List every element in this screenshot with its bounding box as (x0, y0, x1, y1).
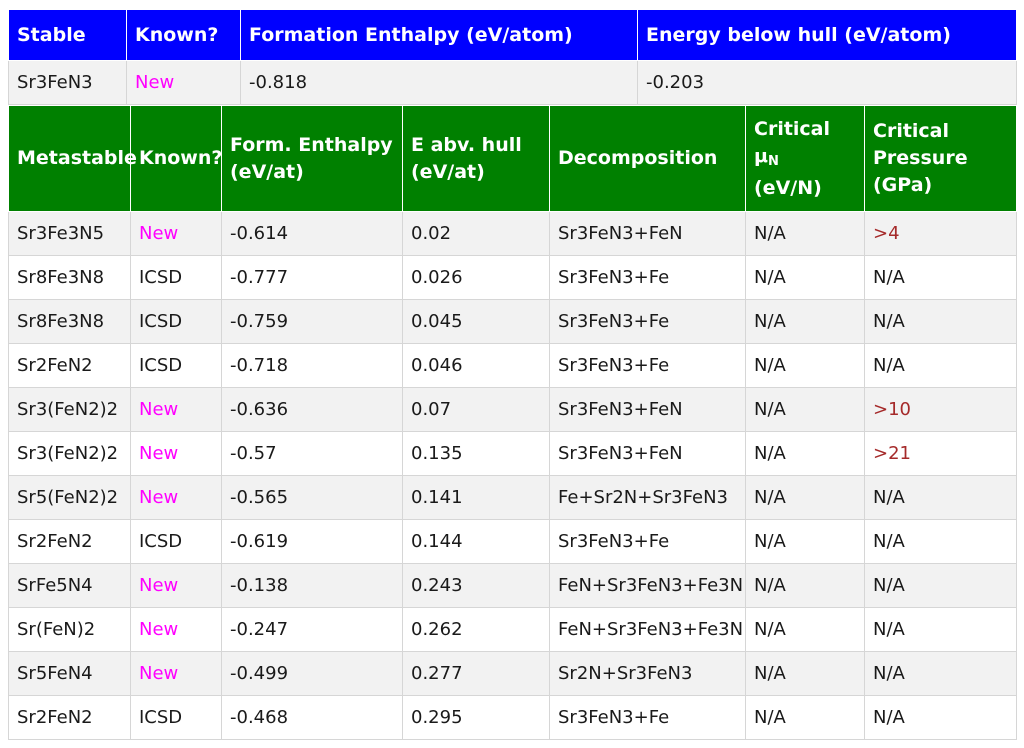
metastable-header-hull (403, 106, 550, 212)
metastable-header-decomposition: Decomposition (550, 106, 746, 212)
formula-cell: Sr8Fe3N8 (9, 256, 131, 300)
stable-header-known: Known? (127, 10, 241, 61)
pressure-cell: N/A (865, 476, 1017, 520)
pressure-header-line3: (GPa) (873, 174, 933, 196)
known-cell: New (131, 476, 222, 520)
formula-cell: Sr(FeN)2 (9, 608, 131, 652)
hull-cell: 0.135 (403, 432, 550, 476)
enthalpy-cell: -0.718 (222, 344, 403, 388)
decomposition-cell: FeN+Sr3FeN3+Fe3N (550, 608, 746, 652)
decomposition-cell: FeN+Sr3FeN3+Fe3N (550, 564, 746, 608)
known-cell: ICSD (131, 520, 222, 564)
table-row (9, 388, 1017, 432)
enthalpy-cell: -0.777 (222, 256, 403, 300)
enthalpy-cell: -0.499 (222, 652, 403, 696)
enthalpy-cell: -0.247 (222, 608, 403, 652)
metastable-header-formula: Metastable (9, 106, 131, 212)
stable-enthalpy: -0.818 (241, 61, 638, 105)
formula-cell: Sr3(FeN2)2 (9, 388, 131, 432)
known-cell: New (131, 212, 222, 256)
pressure-cell: N/A (865, 520, 1017, 564)
stable-hull: -0.203 (638, 61, 1017, 105)
pressure-cell: N/A (865, 608, 1017, 652)
metastable-body (9, 212, 1017, 740)
table-row (9, 212, 1017, 256)
pressure-cell: N/A (865, 564, 1017, 608)
pressure-header-line2: Pressure (873, 147, 968, 169)
metastable-header-pressure (865, 106, 1017, 212)
table-row (9, 432, 1017, 476)
known-cell: New (131, 652, 222, 696)
hull-header-line1: E abv. hull (411, 133, 522, 156)
decomposition-cell: Sr3FeN3+FeN (550, 388, 746, 432)
enthalpy-cell: -0.57 (222, 432, 403, 476)
pressure-cell: N/A (865, 256, 1017, 300)
formula-cell: Sr3(FeN2)2 (9, 432, 131, 476)
table-row (9, 256, 1017, 300)
hull-cell: 0.046 (403, 344, 550, 388)
mu-cell: N/A (746, 212, 865, 256)
formula-cell: Sr2FeN2 (9, 344, 131, 388)
formula-cell: Sr5FeN4 (9, 652, 131, 696)
stable-header-stable: Stable (9, 10, 127, 61)
known-cell: ICSD (131, 300, 222, 344)
hull-cell: 0.026 (403, 256, 550, 300)
pressure-header-line1: Critical (873, 120, 950, 142)
table-row (9, 608, 1017, 652)
table-row (9, 696, 1017, 740)
table-row (9, 300, 1017, 344)
decomposition-cell: Sr2N+Sr3FeN3 (550, 652, 746, 696)
enthalpy-header-line2: (eV/at) (230, 160, 304, 183)
hull-cell: 0.144 (403, 520, 550, 564)
stable-table (8, 9, 1017, 105)
mu-cell: N/A (746, 476, 865, 520)
decomposition-cell: Sr3FeN3+Fe (550, 256, 746, 300)
mu-header-line2: (eV/N) (754, 176, 822, 199)
decomposition-cell: Sr3FeN3+Fe (550, 696, 746, 740)
pressure-cell: N/A (865, 652, 1017, 696)
pressure-cell: >10 (865, 388, 1017, 432)
metastable-header-known: Known? (131, 106, 222, 212)
known-cell: ICSD (131, 696, 222, 740)
hull-cell: 0.07 (403, 388, 550, 432)
metastable-header-mu (746, 106, 865, 212)
pressure-cell: N/A (865, 300, 1017, 344)
pressure-cell: N/A (865, 696, 1017, 740)
known-cell: ICSD (131, 256, 222, 300)
pressure-cell: >4 (865, 212, 1017, 256)
enthalpy-cell: -0.468 (222, 696, 403, 740)
known-cell: ICSD (131, 344, 222, 388)
mu-cell: N/A (746, 652, 865, 696)
enthalpy-header-line1: Form. Enthalpy (230, 133, 393, 156)
table-row (9, 476, 1017, 520)
enthalpy-cell: -0.565 (222, 476, 403, 520)
decomposition-cell: Sr3FeN3+FeN (550, 212, 746, 256)
known-cell: New (131, 564, 222, 608)
hull-cell: 0.045 (403, 300, 550, 344)
pressure-cell: >21 (865, 432, 1017, 476)
decomposition-cell: Sr3FeN3+Fe (550, 520, 746, 564)
enthalpy-cell: -0.138 (222, 564, 403, 608)
stable-row (9, 61, 1017, 105)
hull-cell: 0.02 (403, 212, 550, 256)
decomposition-cell: Sr3FeN3+Fe (550, 300, 746, 344)
enthalpy-cell: -0.636 (222, 388, 403, 432)
formula-cell: Sr2FeN2 (9, 696, 131, 740)
known-cell: New (131, 388, 222, 432)
stable-formula: Sr3FeN3 (9, 61, 127, 105)
table-row (9, 520, 1017, 564)
mu-cell: N/A (746, 344, 865, 388)
formula-cell: Sr8Fe3N8 (9, 300, 131, 344)
formula-cell: Sr2FeN2 (9, 520, 131, 564)
mu-cell: N/A (746, 608, 865, 652)
mu-cell: N/A (746, 256, 865, 300)
stable-header-enthalpy: Formation Enthalpy (eV/atom) (241, 10, 638, 61)
stable-known: New (127, 61, 241, 105)
stable-header-hull: Energy below hull (eV/atom) (638, 10, 1017, 61)
hull-cell: 0.295 (403, 696, 550, 740)
mu-cell: N/A (746, 432, 865, 476)
hull-cell: 0.277 (403, 652, 550, 696)
decomposition-cell: Sr3FeN3+Fe (550, 344, 746, 388)
metastable-header-enthalpy (222, 106, 403, 212)
hull-cell: 0.262 (403, 608, 550, 652)
mu-cell: N/A (746, 564, 865, 608)
enthalpy-cell: -0.614 (222, 212, 403, 256)
mu-cell: N/A (746, 388, 865, 432)
stable-header-row (9, 10, 1017, 61)
hull-cell: 0.141 (403, 476, 550, 520)
formula-cell: SrFe5N4 (9, 564, 131, 608)
mu-cell: N/A (746, 520, 865, 564)
mu-header-sub: N (767, 153, 779, 169)
mu-header-line1: Critical μ (754, 117, 831, 167)
metastable-header-row (9, 106, 1017, 212)
table-row (9, 344, 1017, 388)
mu-cell: N/A (746, 696, 865, 740)
known-cell: New (131, 432, 222, 476)
table-row (9, 564, 1017, 608)
metastable-table (8, 105, 1017, 740)
table-row (9, 652, 1017, 696)
decomposition-cell: Fe+Sr2N+Sr3FeN3 (550, 476, 746, 520)
formula-cell: Sr3Fe3N5 (9, 212, 131, 256)
mu-cell: N/A (746, 300, 865, 344)
hull-cell: 0.243 (403, 564, 550, 608)
hull-header-line2: (eV/at) (411, 160, 485, 183)
pressure-cell: N/A (865, 344, 1017, 388)
formula-cell: Sr5(FeN2)2 (9, 476, 131, 520)
known-cell: New (131, 608, 222, 652)
enthalpy-cell: -0.619 (222, 520, 403, 564)
enthalpy-cell: -0.759 (222, 300, 403, 344)
decomposition-cell: Sr3FeN3+FeN (550, 432, 746, 476)
